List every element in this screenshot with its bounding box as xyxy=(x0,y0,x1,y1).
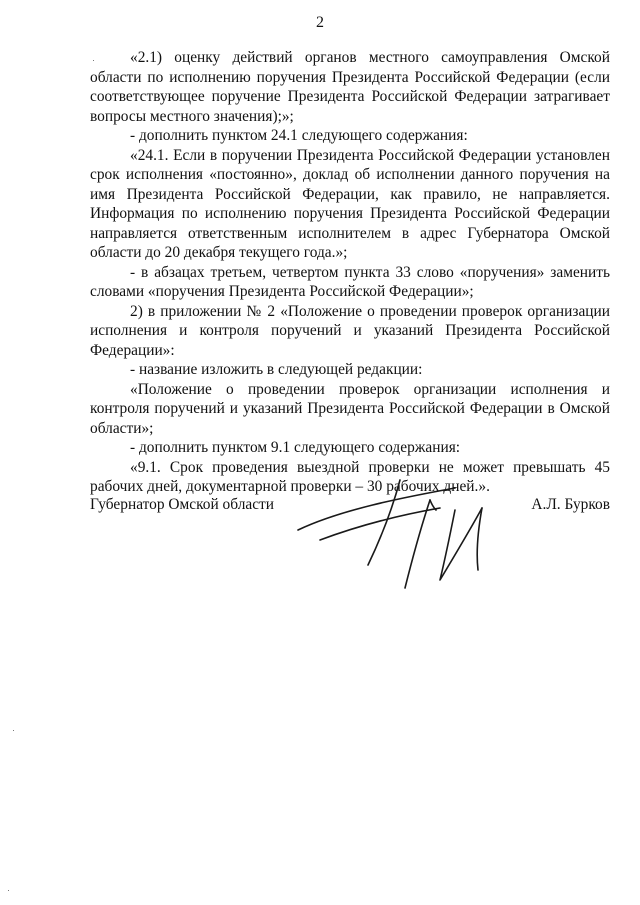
scan-speck xyxy=(8,890,9,891)
paragraph-item-33: - в абзацах третьем, четвертом пункта 33 слово «поручения» заменить словами «поручения Президента Российской Федерации»; xyxy=(90,263,610,300)
paragraph-add-9-1: - дополнить пунктом 9.1 следующего содержания: xyxy=(130,439,461,456)
handwritten-signature xyxy=(280,470,520,600)
paragraph-add-24-1: - дополнить пунктом 24.1 следующего содержания: xyxy=(130,127,468,144)
paragraph-24-1: «24.1. Если в поручении Президента Российской Федерации установлен срок исполнения «постоянно», доклад об исполнении данного поручения на имя Президента Российской Федерации, как правило, не направляется. Информация по исполнению поручения Президента Российской Федерации направляется ответственным исполнителем в адрес Губернатора Омской области до 20 декабря текущего года.»; xyxy=(90,146,610,261)
paragraph-2-1: «2.1) оценку действий органов местного самоуправления Омской области по исполнению поручения Президента Российской Федерации (если соответствующее поручение Президента Российской Федерации затрагивает вопросы местного значения);»; xyxy=(90,49,610,125)
paragraph-9-1: «9.1. Срок проведения выездной проверки не может превышать 45 рабочих дней, документарной проверки – 30 рабочих дней.». xyxy=(90,458,610,495)
document-body xyxy=(90,48,610,497)
scan-speck xyxy=(93,60,94,61)
scan-speck xyxy=(13,730,14,731)
page-number: 2 xyxy=(316,14,324,31)
paragraph-appendix-2: 2) в приложении № 2 «Положение о проведении проверок организации исполнения и контроля поручений и указаний Президента Российской Федерации»: xyxy=(90,302,610,359)
signatory-name: А.Л. Бурков xyxy=(531,496,610,513)
paragraph-new-title: «Положение о проведении проверок организации исполнения и контроля поручений и указаний Президента Российской Федерации в Омской области»; xyxy=(90,380,610,437)
signatory-title: Губернатор Омской области xyxy=(90,496,274,513)
paragraph-title-change: - название изложить в следующей редакции: xyxy=(130,361,423,378)
